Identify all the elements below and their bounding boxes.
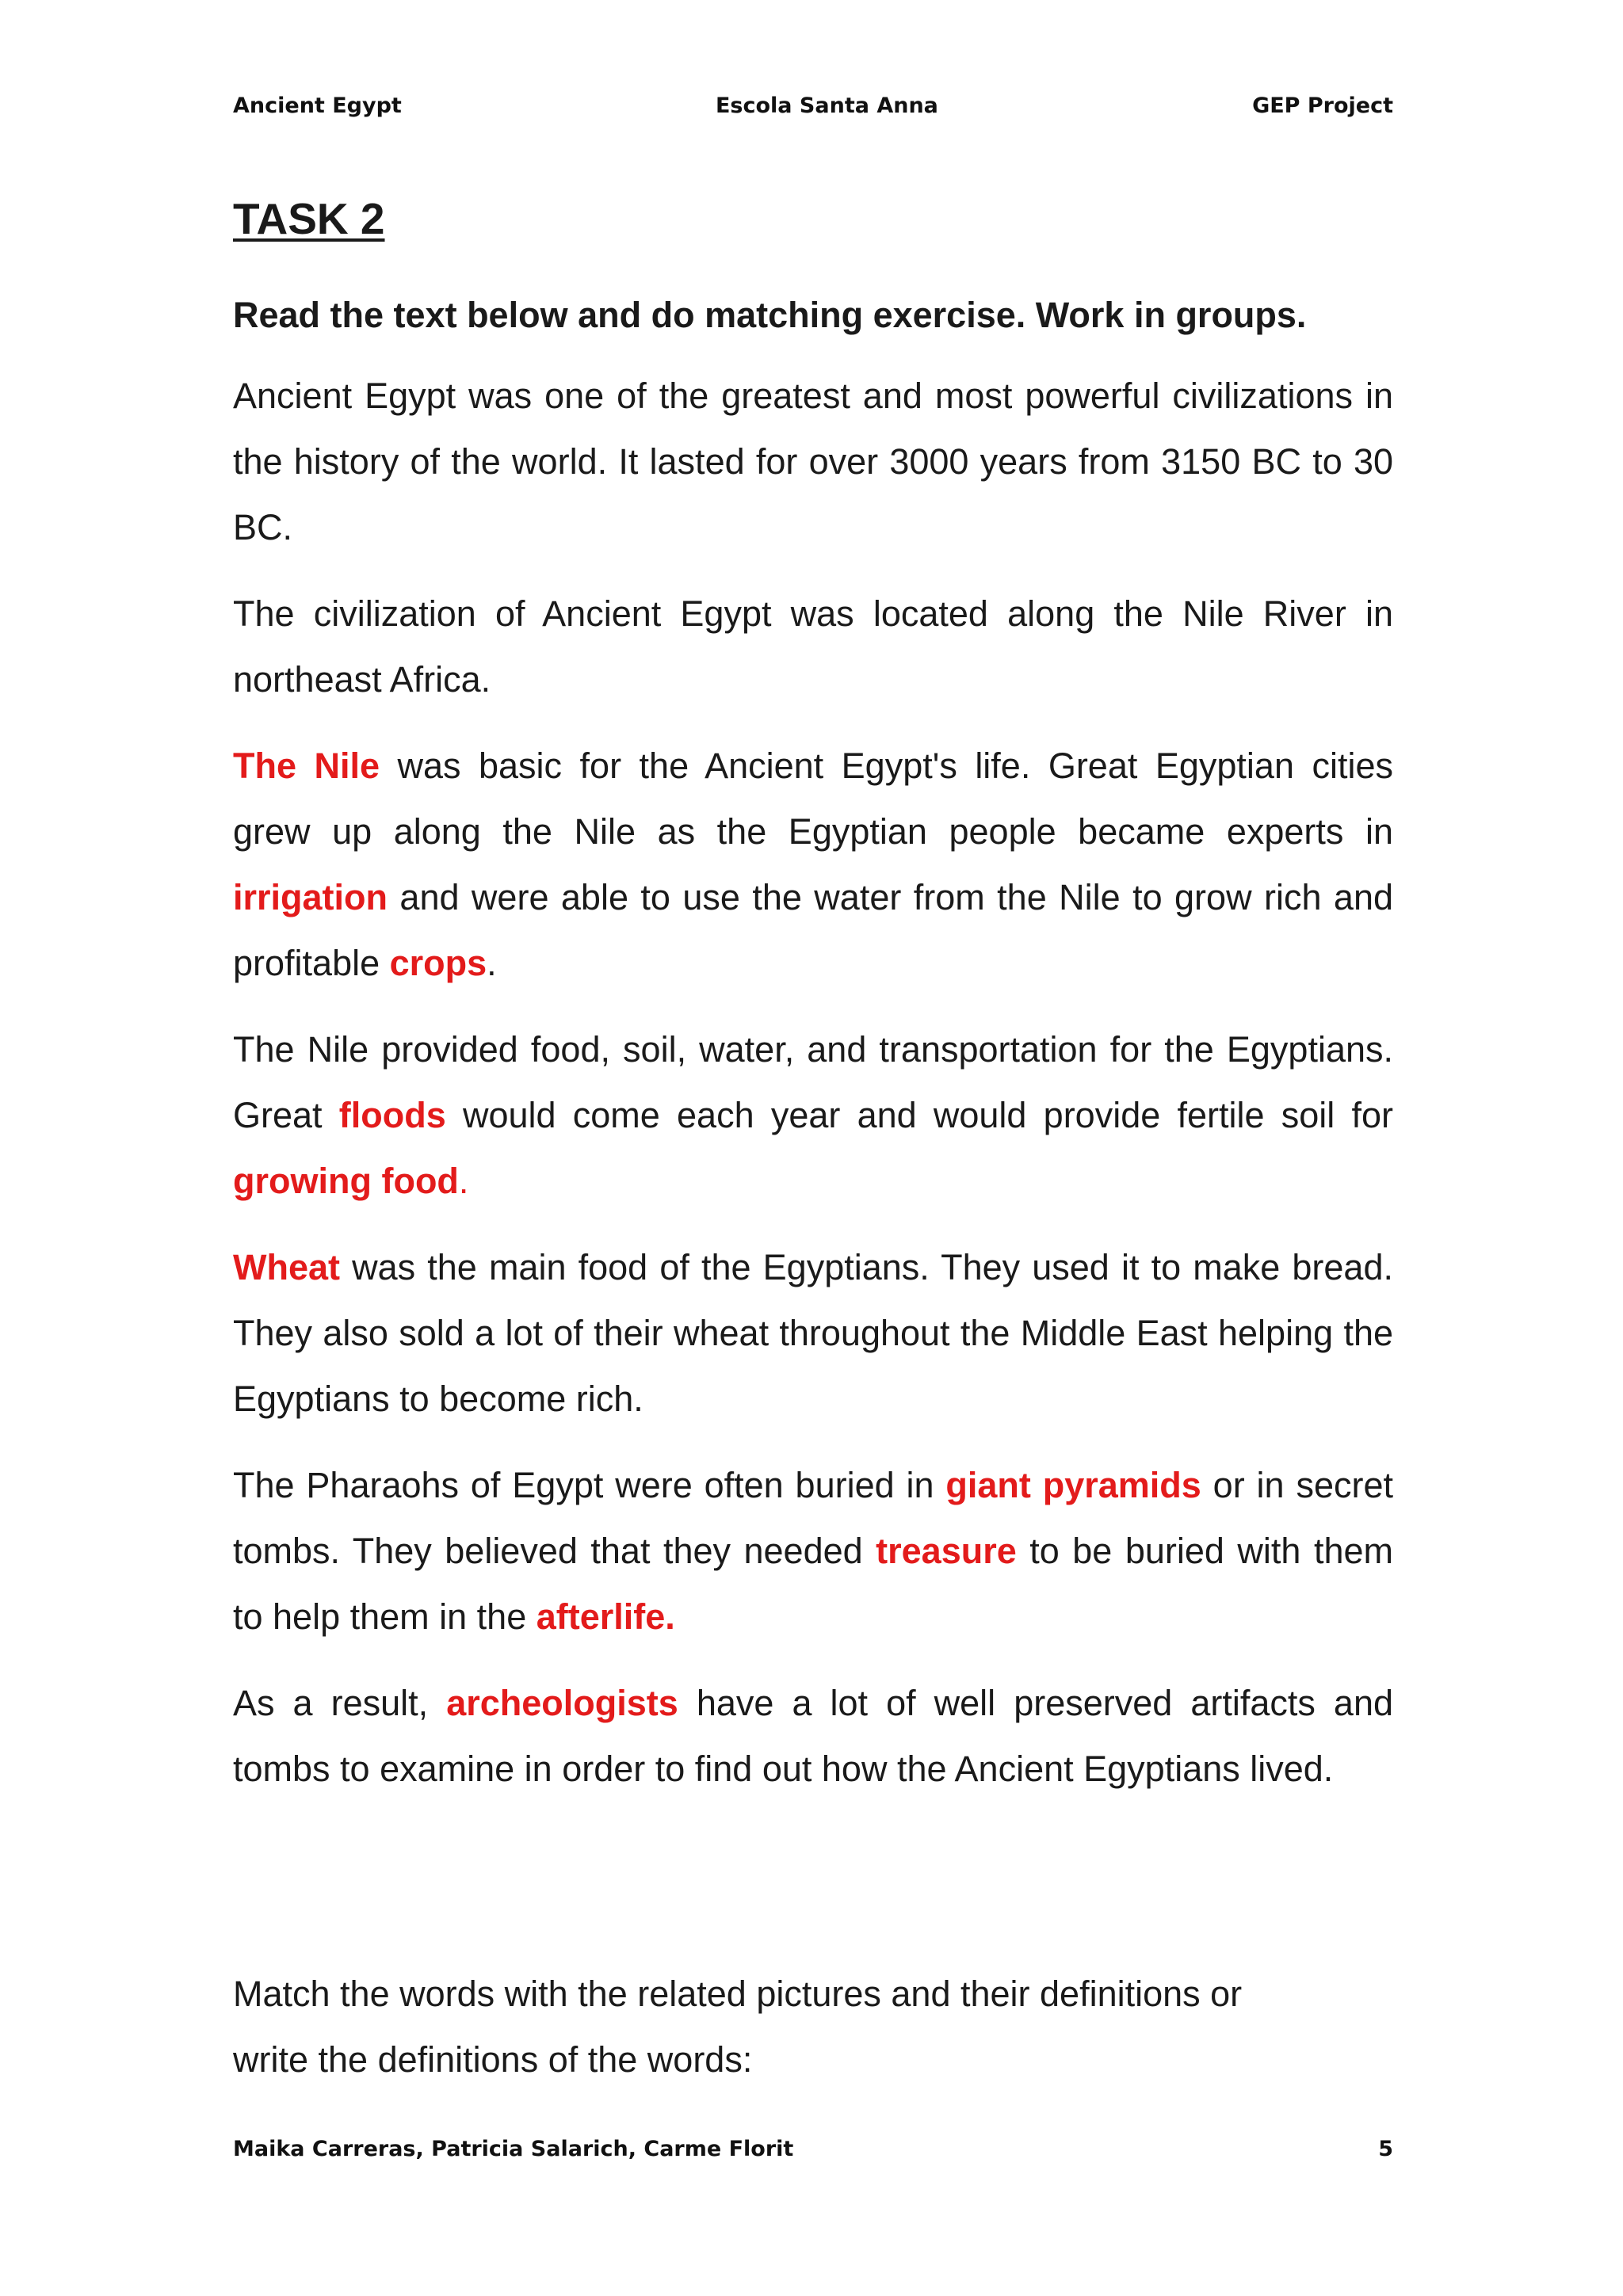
keyword-afterlife: afterlife.	[536, 1596, 675, 1637]
paragraph-text: or in secret tombs. They believed that they needed	[233, 1465, 1393, 1571]
paragraph-wheat	[233, 1234, 1393, 1432]
page-header	[233, 93, 1393, 118]
match-instruction	[233, 1961, 1393, 2092]
paragraph-nile	[233, 733, 1393, 996]
paragraph-text: was the main food of the Egyptians. They used it to make bread. They also sold a lot of their wheat throughout the Middle East helping the Egyptians to become rich.	[233, 1247, 1393, 1419]
document-body	[233, 190, 1393, 1822]
keyword-crops: crops	[389, 943, 487, 983]
keyword-treasure: treasure	[876, 1531, 1017, 1571]
page-footer	[233, 2137, 1393, 2161]
match-instruction-line-2: write the definitions of the words:	[233, 2039, 753, 2080]
paragraph-text: have a lot of well preserved artifacts and tombs to examine in order to find out how the Ancient Egyptians lived.	[233, 1683, 1394, 1789]
paragraph-text: would come each year and would provide fertile soil for	[445, 1095, 1393, 1135]
paragraph-floods	[233, 1016, 1393, 1214]
keyword-archeologists: archeologists	[446, 1683, 678, 1723]
paragraph-text: .	[458, 1161, 469, 1201]
keyword-giant-pyramids: giant pyramids	[945, 1465, 1201, 1505]
paragraph-archeologists	[233, 1670, 1393, 1802]
keyword-floods: floods	[338, 1095, 446, 1135]
keyword-wheat: Wheat	[233, 1247, 340, 1287]
paragraph-text: The Pharaohs of Egypt were often buried in	[233, 1465, 946, 1505]
paragraph-intro: Ancient Egypt was one of the greatest and most powerful civilizations in the history of the world. It lasted for over 3000 years from 3150 BC to 30 BC.	[233, 376, 1393, 547]
keyword-the-nile: The Nile	[233, 746, 380, 786]
header-project: GEP Project	[1252, 93, 1393, 118]
paragraph-text: .	[487, 943, 497, 983]
keyword-irrigation: irrigation	[233, 877, 388, 917]
paragraph-text: The Nile provided food, soil, water, and transportation for the Egyptians. Great	[233, 1029, 1393, 1135]
header-subject: Ancient Egypt	[233, 93, 402, 118]
paragraph-text: As a result,	[233, 1683, 447, 1723]
match-instruction-line-1: Match the words with the related pictures and their definitions or	[233, 1974, 1243, 2014]
paragraph-pharaohs	[233, 1452, 1393, 1650]
keyword-growing-food: growing food	[233, 1161, 459, 1201]
paragraph-text: and were able to use the water from the Nile to grow rich and profitable	[233, 877, 1393, 983]
task-title: TASK 2	[233, 194, 385, 243]
paragraph-location: The civilization of Ancient Egypt was located along the Nile River in northeast Africa.	[233, 593, 1393, 700]
paragraph-text: to be buried with them to help them in the	[233, 1531, 1393, 1637]
page-number: 5	[1378, 2137, 1393, 2161]
header-school: Escola Santa Anna	[715, 93, 938, 118]
paragraph-text: was basic for the Ancient Egypt's life. Great Egyptian cities grew up along the Nile as the Egyptian people became experts in	[233, 746, 1393, 852]
footer-authors: Maika Carreras, Patricia Salarich, Carme Florit	[233, 2137, 794, 2161]
task-instruction: Read the text below and do matching exercise. Work in groups.	[233, 295, 1307, 335]
